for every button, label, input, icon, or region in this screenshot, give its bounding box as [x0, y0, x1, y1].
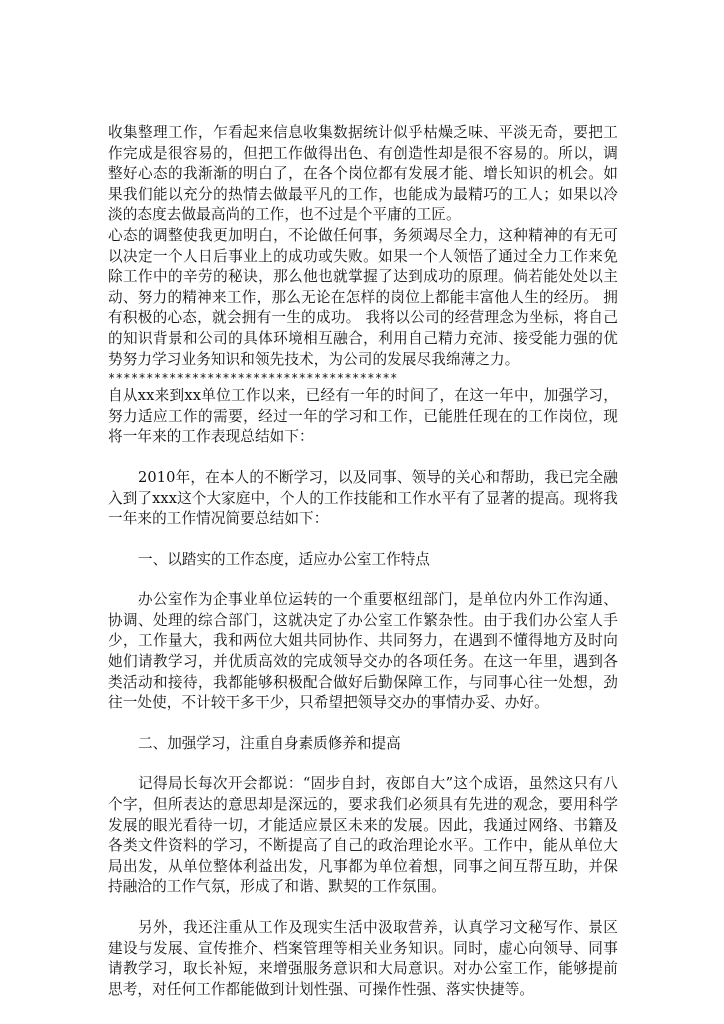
paragraph-2010: 2010年，在本人的不断学习，以及同事、领导的关心和帮助，我已完全融入到了xxx这个大家庭中，个人的工作技能和工作水平有了显著的提高。现将我一年来的工作情况简要总结如下： [108, 468, 618, 528]
paragraph-study: 记得局长每次开会都说：“固步自封，夜郎自大”这个成语，虽然这只有八个字，但所表达的意思却是深远的，要求我们必须具有先进的观念，要用科学发展的眼光看待一切，才能适应景区未来的发展。因此，我通过网络、书籍及各类文件资料的学习，不断提高了自己的政治理论水平。工作中，能从单位大局出发，从单位整体利益出发，凡事都为单位着想，同事之间互帮互助，并保持融洽的工作气氛，形成了和谐、默契的工作氛围。 [108, 775, 618, 896]
paragraph-office: 办公室作为企事业单位运转的一个重要枢纽部门，是单位内外工作沟通、协调、处理的综合部门，这就决定了办公室工作繁杂性。由于我们办公室人手少，工作量大，我和两位大姐共同协作、共同努力，在遇到不懂得地方及时向她们请教学习，并优质高效的完成领导交办的各项任务。在这一年里，遇到各类活动和接待，我都能够积极配合做好后勤保障工作，与同事心往一处想，劲往一处使，不计较干多干少，只希望把领导交办的事情办妥、办好。 [108, 591, 618, 712]
paragraph-work-attitude: 收集整理工作，乍看起来信息收集数据统计似乎枯燥乏味、平淡无奇，要把工作完成是很容易的，但把工作做得出色、有创造性却是很不容易的。所以，调整好心态的我渐渐的明白了，在各个岗位都有发展才能、增长知识的机会。如果我们能以充分的热情去做最平凡的工作，也能成为最精巧的工人；如果以冷淡的态度去做最高尚的工作，也不过是个平庸的工匠。 [108, 124, 618, 224]
paragraph-mindset: 心态的调整使我更加明白，不论做任何事，务须竭尽全力，这种精神的有无可以决定一个人日后事业上的成功或失败。如果一个人领悟了通过全力工作来免除工作中的辛劳的秘诀，那么他也就掌握了达到成功的原理。倘若能处处以主动、努力的精神来工作，那么无论在怎样的岗位上都能丰富他人生的经历。 拥有积极的心态，就会拥有一生的成功。 我将以公司的经营理念为坐标，将自己的知识背景和公司的具体环境相互融合，利用自己精力充沛、接受能力强的优势努力学习业务知识和领先技术，为公司的发展尽我绵薄之力。 [108, 226, 618, 368]
paragraph-intro: 自从xx来到xx单位工作以来，已经有一年的时间了，在这一年中，加强学习，努力适应工作的需要，经过一年的学习和工作，已能胜任现在的工作岗位，现将一年来的工作表现总结如下： [108, 387, 618, 446]
section-heading-2: 二、加强学习，注重自身素质修养和提高 [138, 734, 401, 752]
section-heading-1: 一、以踏实的工作态度，适应办公室工作特点 [138, 550, 430, 568]
separator-stars: ************************************** [108, 371, 398, 386]
document-page [108, 123, 618, 1000]
paragraph-other: 另外，我还注重从工作及现实生活中汲取营养，认真学习文秘写作、景区建设与发展、宣传推介、档案管理等相关业务知识。同时，虚心向领导、同事请教学习，取长补短，来增强服务意识和大局意识。对办公室工作，能够提前思考，对任何工作都能做到计划性强、可操作性强、落实快捷等。 [108, 919, 618, 998]
